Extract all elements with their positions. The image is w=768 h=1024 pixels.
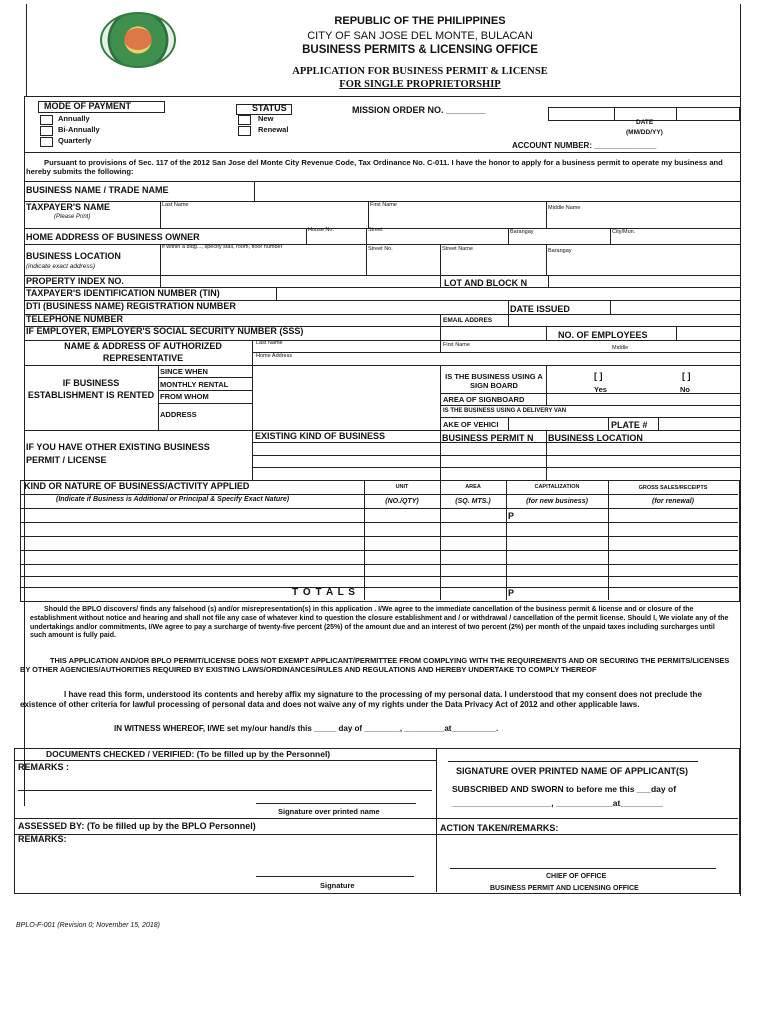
make-of-vehicle-label: AKE OF VEHICI [443, 420, 499, 429]
unit-column-sub: (NO./QTY) [385, 498, 419, 505]
taxpayer-name-label: TAXPAYER'S NAME [26, 202, 110, 212]
permit-location-label: BUSINESS LOCATION [548, 433, 643, 443]
property-index-label: PROPERTY INDEX NO. [26, 276, 124, 286]
street-name-label: Street Name [442, 246, 473, 252]
business-name-input[interactable] [254, 181, 740, 201]
rep-last-name: Last Name [256, 340, 283, 346]
plate-label: PLATE # [611, 420, 648, 430]
house-no-label: House No. [308, 227, 334, 233]
dti-label: DTI (BUSINESS NAME) REGISTRATION NUMBER [26, 301, 236, 311]
sworn-statement: SUBSCRIBED AND SWORN to before me this ___day of [452, 784, 677, 794]
taxpayer-last-name: Last Name [162, 202, 189, 208]
capitalization-column-sub: (for new business) [526, 498, 588, 505]
other-permit-label: IF YOU HAVE OTHER EXISTING BUSINESS PERMIT / LICENSE [26, 442, 210, 465]
annually-label: Annually [58, 114, 90, 123]
date-format: (MM/DD/YY) [626, 129, 663, 136]
telephone-label: TELEPHONE NUMBER [26, 314, 124, 324]
signboard-yes-checkbox[interactable]: [ ] [594, 371, 603, 381]
capitalization-column-head: CAPITALIZATION [534, 484, 580, 490]
sign-board-question: IS THE BUSINESS USING A SIGN BOARD [445, 372, 543, 391]
no-employees-label: NO. OF EMPLOYEES [558, 330, 648, 340]
please-print-note: (Please Print) [54, 214, 91, 220]
area-column-sub: (SQ. MTS.) [455, 498, 491, 505]
unit-column-head: UNIT [395, 484, 409, 490]
business-name-label: BUSINESS NAME / TRADE NAME [26, 185, 169, 195]
remarks-label-1: REMARKS : [18, 762, 69, 772]
totals-peso-sign: P [508, 588, 515, 598]
quarterly-label: Quarterly [58, 136, 92, 145]
barangay-label: Barangay [510, 229, 534, 235]
date-issued-label: DATE ISSUED [510, 304, 570, 314]
data-privacy-consent: I have read this form, understood its contents and hereby affix my signature to the processing of my personal data. I understood that my consent does not preclude the existence of other criteria for lawful processing of personal data and does not waive any of my rights under the Data Privacy Act of 2012 and other applicable laws. [20, 690, 702, 709]
sss-label: IF EMPLOYER, EMPLOYER'S SOCIAL SECURITY NUMBER (SSS) [26, 326, 304, 336]
new-checkbox[interactable] [238, 115, 251, 125]
area-column-head: AREA [465, 484, 481, 490]
activity-title: KIND OR NATURE OF BUSINESS/ACTIVITY APPLIED [24, 481, 250, 491]
applicant-signature-label: SIGNATURE OVER PRINTED NAME OF APPLICANT(S) [456, 766, 689, 776]
account-number-label: ACCOUNT NUMBER: ______________ [512, 141, 657, 150]
city-heading: CITY OF SAN JOSE DEL MONTE, BULACAN [307, 30, 533, 42]
date-label: DATE [636, 119, 654, 126]
signature-printed-name-label: Signature over printed name [278, 807, 380, 816]
rep-middle-name: Middle [612, 345, 629, 351]
chief-of-office-label: CHIEF OF OFFICE [546, 873, 607, 880]
country-heading: REPUBLIC OF THE PHILIPPINES [334, 15, 506, 27]
no-label: No [680, 385, 690, 394]
permit-no-label: BUSINESS PERMIT N [442, 433, 534, 443]
witness-statement: IN WITNESS WHEREOF, I/WE set my/our hand/s this _____ day of ________, _________at__________. [114, 724, 499, 733]
sworn-statement-line2: _____________________, ____________at_________ [452, 798, 663, 808]
remarks-label-2: REMARKS: [18, 834, 67, 844]
office-heading: BUSINESS PERMITS & LICENSING OFFICE [302, 44, 538, 56]
quarterly-checkbox[interactable] [40, 137, 53, 147]
intro-paragraph: Pursuant to provisions of Sec. 117 of the 2012 San Jose del Monte City Revenue Code, Tax Ordinance No. C-011. I have the honor to apply for a business permit to operate my business and hereby submits the following: [26, 158, 723, 177]
city-seal-logo [100, 12, 176, 68]
gross-sales-column-head: GROSS SALES/RECEIPTS [638, 485, 708, 491]
city-mun-label: City/Mun. [612, 229, 636, 235]
annually-checkbox[interactable] [40, 115, 53, 125]
exemption-notice: THIS APPLICATION AND/OR BPLO PERMIT/LICENSE DOES NOT EXEMPT APPLICANT/PERMITTEE FROM COMPLYING WITH THE REQUIREMENTS AND OR SECURING THE PERMITS/LICENSES BY OTHER AGENCIES/AUTHORITIES REQUIRED BY EXISTING LAWS/ORDINANCES/RULES AND REGULATIONS AND HEREBY UNDERTAKE TO COMPLY THEREOF [20, 656, 730, 675]
status-label: STATUS [252, 103, 287, 113]
falsehood-declaration: Should the BPLO discovers/ finds any falsehood (s) and/or misrepresentation(s) in this application . I/We agree to the immediate cancellation of the business permit & license and or closure of the establishment without notice and hearing and shall not file any case of whatever kind to question the closure establishment and / or withdrawal / cancellation of the permit license. Should I, We violate any of the undertakings and/or commitments, I/We agree to pay a surcharge of twenty-five percent (25%) of the amount due and an interest of two percent (2%) per month of the unpaid taxes including surcharges until such amount is fully paid. [30, 606, 729, 640]
street-no-label: Street No. [368, 246, 393, 252]
from-whom-label: FROM WHOM [160, 392, 209, 401]
new-label: New [258, 114, 274, 123]
within-building-note: if within a bldg..., specify stall, room, floor number [162, 244, 283, 250]
chief-office-name: BUSINESS PERMIT AND LICENSING OFFICE [490, 885, 639, 892]
taxpayer-middle-name: Middle Name [548, 205, 581, 211]
biannually-checkbox[interactable] [40, 126, 53, 136]
renewal-label: Renewal [258, 125, 289, 134]
documents-checked-label: DOCUMENTS CHECKED / VERIFIED: (To be filled up by the Personnel) [46, 749, 331, 759]
rep-home-address: Home Address [256, 353, 293, 359]
exact-address-note: (indicate exact address) [26, 263, 96, 270]
delivery-van-question: IS THE BUSINESS USING A DELIVERY VAN [443, 408, 567, 414]
gross-sales-column-sub: (for renewal) [651, 498, 694, 505]
renewal-checkbox[interactable] [238, 126, 251, 136]
existing-kind-label: EXISTING KIND OF BUSINESS [255, 431, 386, 441]
tin-label: TAXPAYER'S IDENTIFICATION NUMBER (TIN) [26, 288, 220, 298]
totals-label: T O T A L S [292, 587, 356, 598]
since-when-label: SINCE WHEN [160, 367, 208, 376]
location-barangay-label: Barangay [548, 248, 572, 254]
payment-mode-label: MODE OF PAYMENT [44, 101, 132, 111]
monthly-rental-label: MONTHLY RENTAL [160, 380, 229, 389]
business-location-label: BUSINESS LOCATION [26, 251, 121, 261]
email-label: EMAIL ADDRES [443, 317, 493, 324]
activity-note: (Indicate if Business is Additional or Principal & Specify Exact Nature) [56, 496, 290, 503]
rep-first-name: First Name [443, 342, 470, 348]
home-address-label: HOME ADDRESS OF BUSINESS OWNER [26, 232, 200, 242]
authorized-rep-label: NAME & ADDRESS OF AUTHORIZED REPRESENTATIVE [64, 341, 222, 364]
mission-order-label: MISSION ORDER NO. ________ [352, 105, 487, 115]
action-taken-label: ACTION TAKEN/REMARKS: [440, 823, 559, 833]
lot-block-label: LOT AND BLOCK N [444, 278, 528, 288]
signboard-no-checkbox[interactable]: [ ] [682, 371, 691, 381]
form-subtitle: FOR SINGLE PROPRIETORSHIP [339, 79, 501, 90]
signature-label: Signature [320, 881, 355, 890]
address-label: ADDRESS [160, 410, 197, 419]
taxpayer-first-name: First Name [370, 202, 397, 208]
street-label: Street [368, 227, 383, 233]
if-rented-label: IF BUSINESS ESTABLISHMENT IS RENTED [27, 378, 155, 401]
assessed-by-label: ASSESSED BY: (To be filled up by the BPLO Personnel) [18, 821, 256, 831]
yes-label: Yes [594, 385, 607, 394]
form-title: APPLICATION FOR BUSINESS PERMIT & LICENSE [292, 66, 548, 77]
biannually-label: Bi-Annually [58, 125, 100, 134]
area-signboard-label: AREA OF SIGNBOARD [443, 395, 525, 404]
capitalization-peso-sign: P [508, 511, 515, 521]
form-code-footer: BPLO-F-001 (Revision 0; November 15, 2018) [16, 922, 160, 929]
